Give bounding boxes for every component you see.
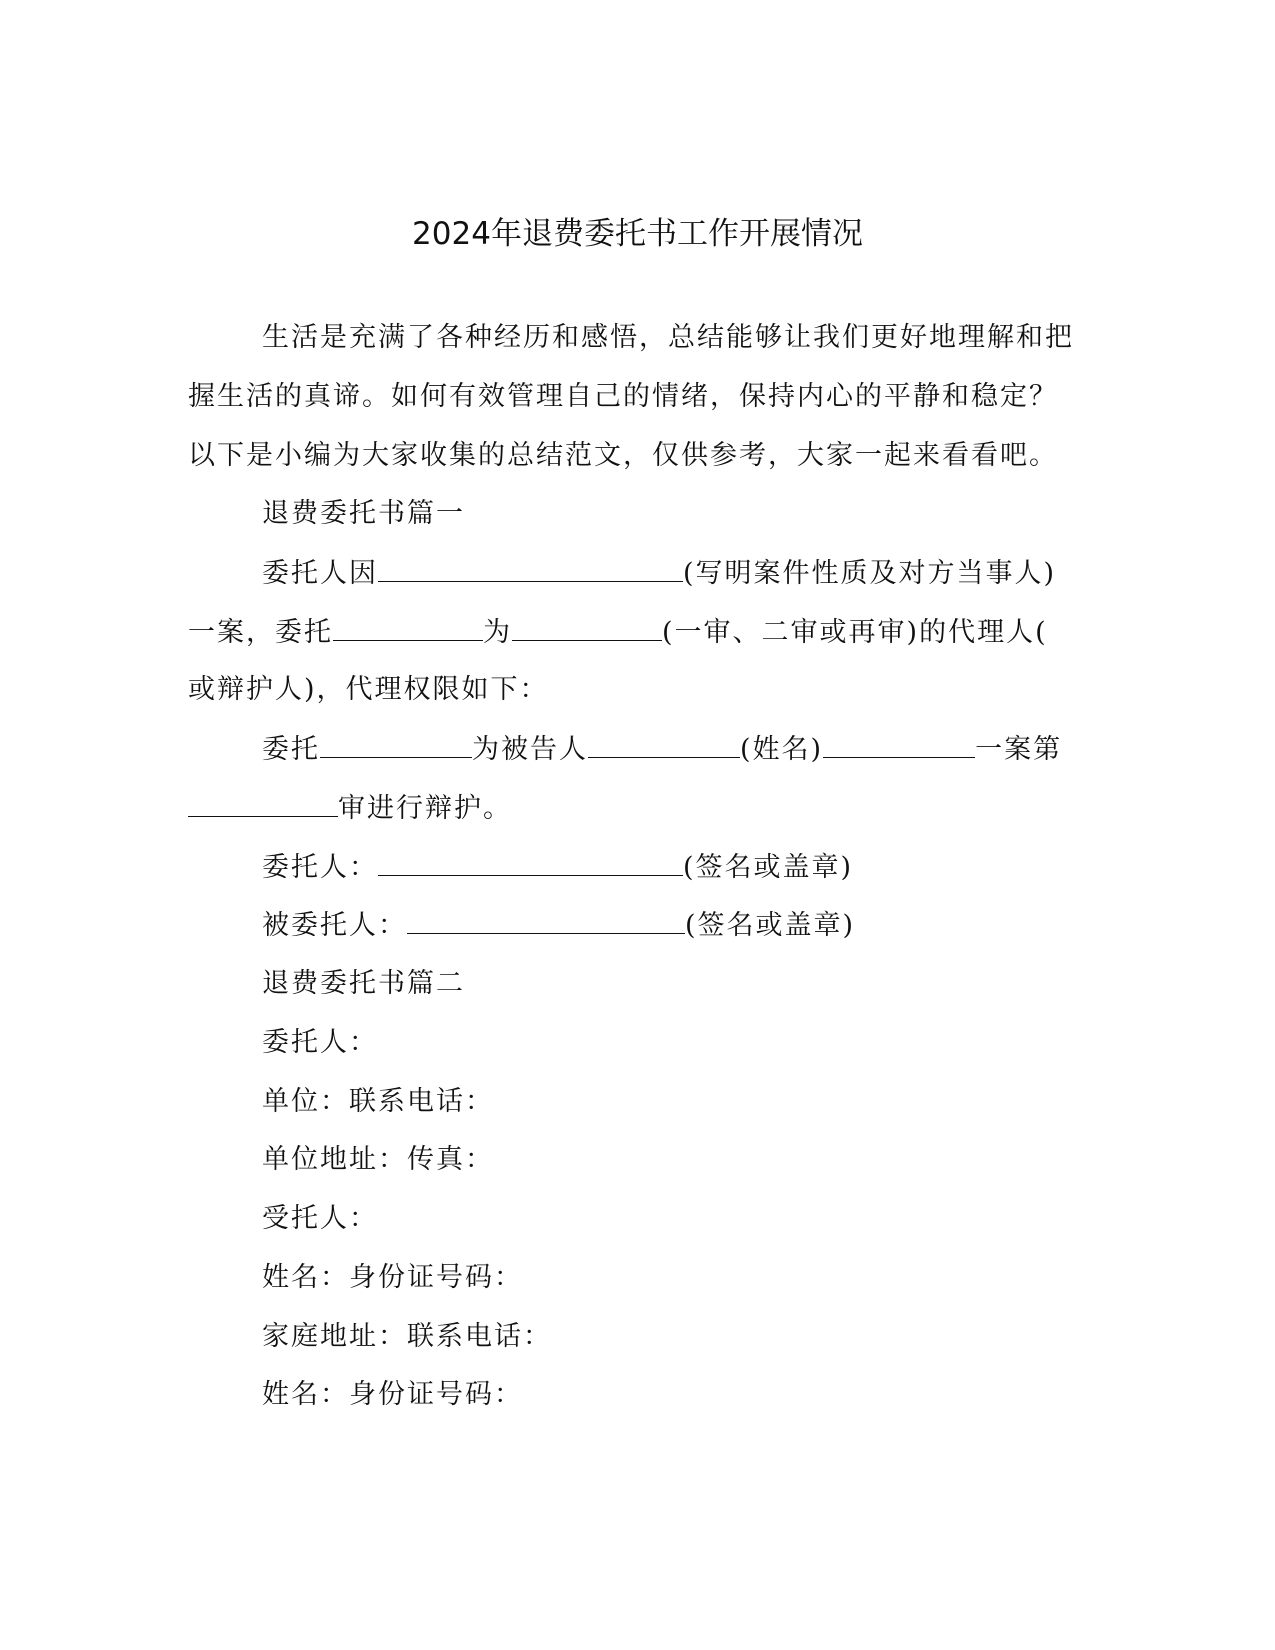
section1-line-5 [188, 790, 1078, 827]
text-fragment: 被委托人： [262, 910, 407, 941]
signature-agent [262, 907, 1152, 944]
intro-line-2: 握生活的真谛。如何有效管理自己的情绪，保持内心的平静和稳定？ [188, 381, 1058, 412]
text-fragment: 一案，委托 [188, 617, 333, 648]
blank-defender [320, 731, 472, 758]
text-fragment: 为被告人 [472, 734, 588, 765]
section1-heading: 退费委托书篇一 [262, 498, 465, 529]
section1-line-4 [262, 731, 1152, 768]
section2-line: 单位：联系电话： [262, 1086, 494, 1117]
signature-client [262, 849, 1152, 886]
blank-defendant [588, 731, 740, 758]
section2-line: 受托人： [262, 1203, 378, 1234]
blank-agent-name [333, 614, 483, 641]
text-fragment: (一审、二审或再审)的代理人( [662, 617, 1048, 648]
blank-client-signature [378, 849, 683, 876]
blank-instance [188, 790, 338, 817]
text-fragment: (签名或盖章) [683, 852, 854, 883]
blank-case [823, 731, 975, 758]
text-fragment: (姓名) [740, 734, 824, 765]
text-fragment: (签名或盖章) [685, 910, 856, 941]
text-fragment: 一案第 [975, 734, 1063, 765]
text-fragment: 委托人： [262, 852, 378, 883]
section1-line-3: 或辩护人)，代理权限如下： [188, 674, 549, 705]
section2-line: 单位地址：传真： [262, 1144, 494, 1175]
intro-line-3: 以下是小编为大家收集的总结范文，仅供参考，大家一起来看看吧。 [188, 440, 1058, 471]
section1-line-2 [188, 614, 1078, 651]
text-fragment: 委托人因 [262, 558, 378, 589]
section2-line: 家庭地址：联系电话： [262, 1321, 552, 1352]
text-fragment: 委托 [262, 734, 320, 765]
section1-line-1 [262, 555, 1152, 592]
blank-case-nature [378, 555, 683, 582]
blank-agent-signature [407, 907, 685, 934]
document-title: 2024年退费委托书工作开展情况 [412, 216, 863, 252]
text-fragment: (写明案件性质及对方当事人) [683, 558, 1057, 589]
section2-line: 委托人： [262, 1027, 378, 1058]
text-fragment: 审进行辩护。 [338, 793, 512, 824]
text-fragment: 为 [483, 617, 512, 648]
section2-heading: 退费委托书篇二 [262, 968, 465, 999]
blank-agent-role [512, 614, 662, 641]
section2-line: 姓名：身份证号码： [262, 1379, 523, 1410]
section2-line: 姓名：身份证号码： [262, 1262, 523, 1293]
intro-line-1: 生活是充满了各种经历和感悟，总结能够让我们更好地理解和把 [262, 322, 1074, 353]
